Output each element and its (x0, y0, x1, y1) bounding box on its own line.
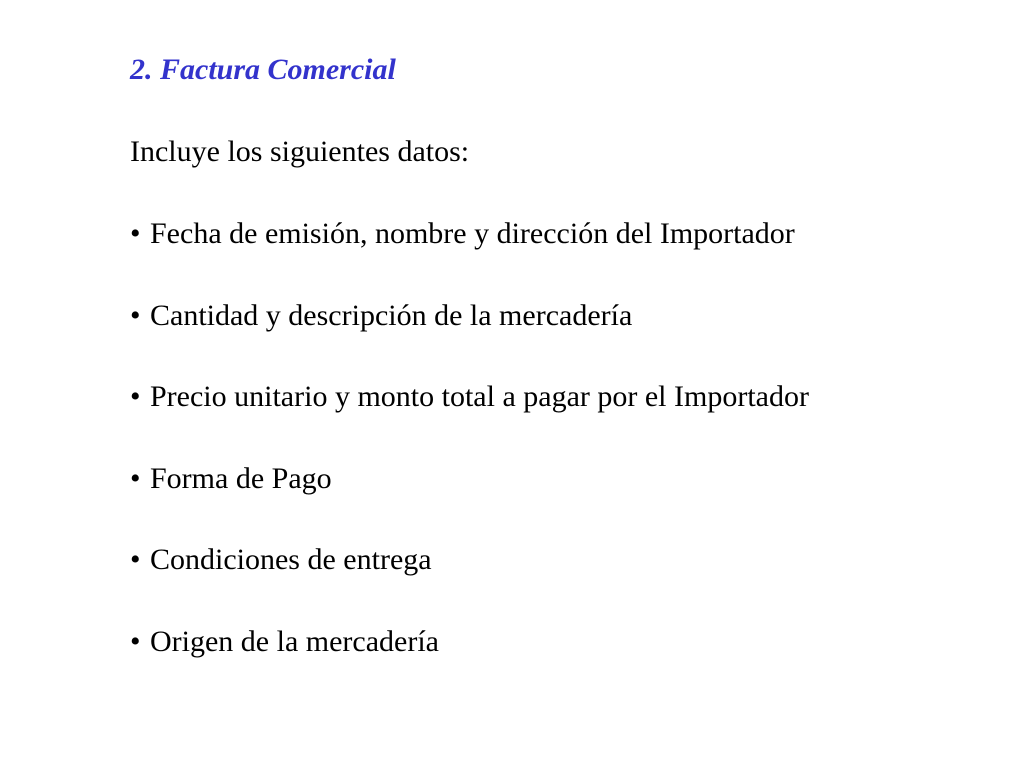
list-item (130, 622, 990, 662)
bullet-icon: • (130, 624, 141, 658)
list-item (130, 459, 990, 499)
slide-title: 2. Factura Comercial (130, 53, 396, 86)
bullet-icon: • (130, 217, 141, 250)
bullet-icon: • (130, 298, 141, 332)
list-item-text: Origen de la mercadería (150, 624, 439, 658)
list-item (130, 214, 990, 254)
list-item-text: Precio unitario y monto total a pagar por el Importador (150, 380, 809, 413)
slide-content (130, 50, 990, 703)
list-item-text: Cantidad y descripción de la mercadería (150, 298, 633, 332)
intro-text: Incluye los siguientes datos: (130, 135, 470, 168)
bullet-icon: • (130, 543, 141, 576)
list-item-text: Forma de Pago (150, 461, 332, 495)
list-item-text: Fecha de emisión, nombre y dirección del Importador (150, 217, 795, 250)
list-item (130, 296, 990, 336)
list-item-text: Condiciones de entrega (150, 543, 432, 576)
bullet-icon: • (130, 461, 141, 495)
list-item (130, 377, 990, 417)
bullet-icon: • (130, 380, 141, 413)
list-item (130, 540, 990, 580)
bullet-list (130, 214, 990, 662)
